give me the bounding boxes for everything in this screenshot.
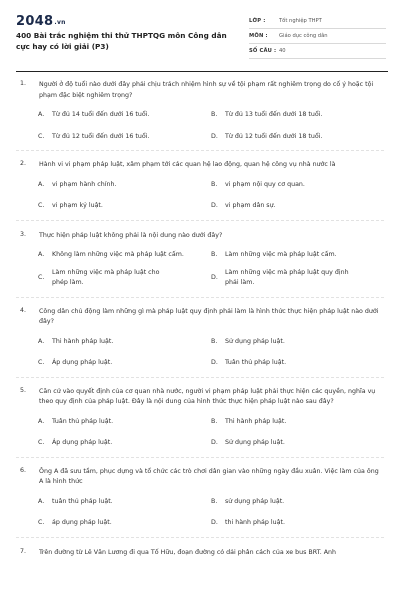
info-key: SỐ CÂU : (249, 48, 277, 54)
option-d[interactable] (211, 132, 384, 143)
option-d[interactable] (211, 358, 384, 369)
option-letter: B. (211, 111, 218, 118)
option-c[interactable] (38, 132, 211, 143)
option-letter: B. (211, 251, 218, 258)
question-separator (16, 220, 384, 221)
option-b[interactable] (211, 180, 384, 191)
question-text: Người ở độ tuổi nào dưới đây phải chịu trách nhiệm hình sự về tội phạm rất nghiêm trọng do cố ý hoặc tội phạm đặc biệt nghiêm trọng? (39, 81, 374, 99)
option-text: Áp dụng pháp luật. (52, 439, 113, 446)
question-4 (0, 307, 400, 378)
option-text: vi phạm dân sự. (225, 202, 276, 209)
option-b[interactable] (211, 110, 384, 121)
option-text: sử dụng pháp luật. (225, 497, 285, 505)
option-letter: C. (38, 273, 45, 281)
logo-suffix: .vn (54, 19, 66, 26)
question-options (0, 337, 400, 369)
info-row-class (249, 14, 386, 29)
option-text: Sử dụng pháp luật. (225, 439, 285, 446)
question-separator (16, 377, 384, 378)
option-text: Làm những việc mà pháp luật quy định phải làm. (225, 268, 349, 286)
question-number: 3. (20, 230, 27, 238)
option-a[interactable] (38, 497, 211, 508)
question-number: 7. (20, 547, 27, 555)
option-text: Làm những việc mà pháp luật cấm. (225, 251, 337, 258)
option-letter: D. (211, 202, 218, 209)
option-a[interactable] (38, 110, 211, 121)
option-letter: C. (38, 439, 45, 446)
question-text: Công dân chủ động làm những gì mà pháp luật quy định phải làm là hình thức thực hiện pháp luật nào dưới đây? (39, 307, 379, 325)
option-d[interactable] (211, 201, 384, 212)
option-text: Từ đủ 13 tuổi đến dưới 18 tuổi. (225, 111, 323, 118)
question-options (0, 110, 400, 142)
info-row-count (249, 44, 386, 59)
page-header (0, 0, 400, 62)
option-letter: A. (38, 111, 45, 118)
question-separator (16, 297, 384, 298)
option-c[interactable] (38, 358, 211, 369)
option-letter: B. (211, 180, 218, 188)
exam-info (249, 14, 386, 59)
option-letter: C. (38, 519, 45, 526)
question-text: Hành vi vi phạm pháp luật, xâm phạm tới các quan hệ lao động, quan hệ công vụ nhà nước là (39, 161, 336, 168)
question-1 (0, 80, 400, 151)
option-text: Tuân thủ pháp luật. (225, 359, 287, 366)
option-text: vi phạm kỷ luật. (52, 202, 103, 209)
option-letter: D. (211, 439, 218, 446)
question-options (0, 180, 400, 212)
question-separator (16, 457, 384, 458)
info-value: 40 (279, 48, 286, 54)
option-text: Thi hành pháp luật. (225, 417, 287, 425)
option-text: Tuân thủ pháp luật. (52, 417, 114, 425)
info-row-subject (249, 29, 386, 44)
question-number: 2. (20, 160, 27, 167)
info-key: MÔN : (249, 33, 268, 39)
question-6 (0, 467, 400, 538)
option-text: thi hành pháp luật. (225, 519, 285, 526)
option-c[interactable] (38, 201, 211, 212)
question-number: 1. (20, 80, 27, 87)
option-a[interactable] (38, 417, 211, 428)
option-text: vi phạm hành chính. (52, 180, 117, 188)
option-a[interactable] (38, 250, 211, 261)
header-divider (16, 71, 388, 72)
option-letter: C. (38, 359, 45, 366)
question-text: Căn cứ vào quyết định của cơ quan nhà nước, người vi phạm pháp luật phải thực hiện các quyền, nghĩa vụ theo quy định của pháp luật. Đây là nội dung của hình thức thực hiện pháp luật nào sau đây? (39, 387, 376, 405)
option-letter: A. (38, 180, 45, 188)
option-b[interactable] (211, 417, 384, 428)
option-letter: C. (38, 132, 45, 140)
option-d[interactable] (211, 438, 384, 449)
option-a[interactable] (38, 180, 211, 191)
option-text: Thi hành pháp luật. (52, 337, 114, 345)
site-logo[interactable] (16, 14, 66, 29)
question-text: Thực hiện pháp luật không phải là nội dung nào dưới đây? (39, 231, 223, 239)
option-a[interactable] (38, 337, 211, 348)
info-key: LỚP : (249, 18, 266, 24)
question-list (0, 80, 400, 558)
question-5 (0, 387, 400, 458)
option-letter: D. (211, 273, 218, 281)
question-2 (0, 160, 400, 221)
option-c[interactable] (38, 518, 211, 529)
info-value: Giáo dục công dân (279, 33, 328, 39)
question-separator (16, 537, 384, 538)
option-letter: D. (211, 132, 218, 140)
option-letter: B. (211, 497, 218, 505)
option-letter: D. (211, 359, 218, 366)
page-title: 400 Bài trắc nghiệm thi thử THPTQG môn Công dân cực hay có lời giải (P3) (16, 31, 227, 51)
option-text: Không làm những việc mà pháp luật cấm. (52, 251, 184, 258)
logo-main: 2048 (16, 14, 54, 29)
question-number: 5. (20, 386, 27, 394)
option-text: áp dụng pháp luật. (52, 519, 112, 526)
option-b[interactable] (211, 497, 384, 508)
option-text: Từ đủ 12 tuổi đến dưới 18 tuổi. (225, 132, 323, 140)
question-text: Trên đường từ Lê Văn Lương đi qua Tố Hữu, đoạn đường có dải phân cách của xe bus BRT. Anh (39, 548, 337, 556)
option-letter: C. (38, 202, 45, 209)
option-d[interactable] (211, 518, 384, 529)
option-letter: A. (38, 497, 45, 505)
question-options (0, 497, 400, 529)
option-letter: A. (38, 251, 45, 258)
option-text: vi phạm nội quy cơ quan. (225, 180, 305, 188)
question-options (0, 417, 400, 449)
option-letter: D. (211, 519, 218, 526)
option-text: tuân thủ pháp luật. (52, 497, 113, 505)
option-d[interactable] (211, 268, 384, 289)
question-3 (0, 231, 400, 298)
question-separator (16, 150, 384, 151)
option-b[interactable] (211, 250, 384, 261)
option-c[interactable] (38, 438, 211, 449)
question-7 (0, 548, 400, 559)
option-letter: A. (38, 417, 45, 425)
option-letter: A. (38, 337, 45, 345)
question-options (0, 250, 400, 289)
option-letter: B. (211, 337, 218, 345)
option-text: Áp dụng pháp luật. (52, 359, 113, 366)
question-text: Ông A đã sưu tầm, phục dựng và tổ chức các trò chơi dân gian vào những ngày đầu xuân. Việc làm của ông A là hình thức (39, 467, 379, 485)
info-value: Tốt nghiệp THPT (279, 18, 322, 24)
question-number: 4. (20, 306, 27, 314)
option-text: Làm những việc mà pháp luật cho phép làm. (52, 268, 160, 286)
option-text: Từ đủ 14 tuổi đến dưới 16 tuổi. (52, 111, 150, 118)
option-b[interactable] (211, 337, 384, 348)
option-text: Từ đủ 12 tuổi đến dưới 16 tuổi. (52, 132, 150, 140)
option-letter: B. (211, 417, 218, 425)
option-text: Sử dụng pháp luật. (225, 337, 285, 345)
question-number: 6. (20, 466, 27, 474)
option-c[interactable] (38, 268, 211, 289)
